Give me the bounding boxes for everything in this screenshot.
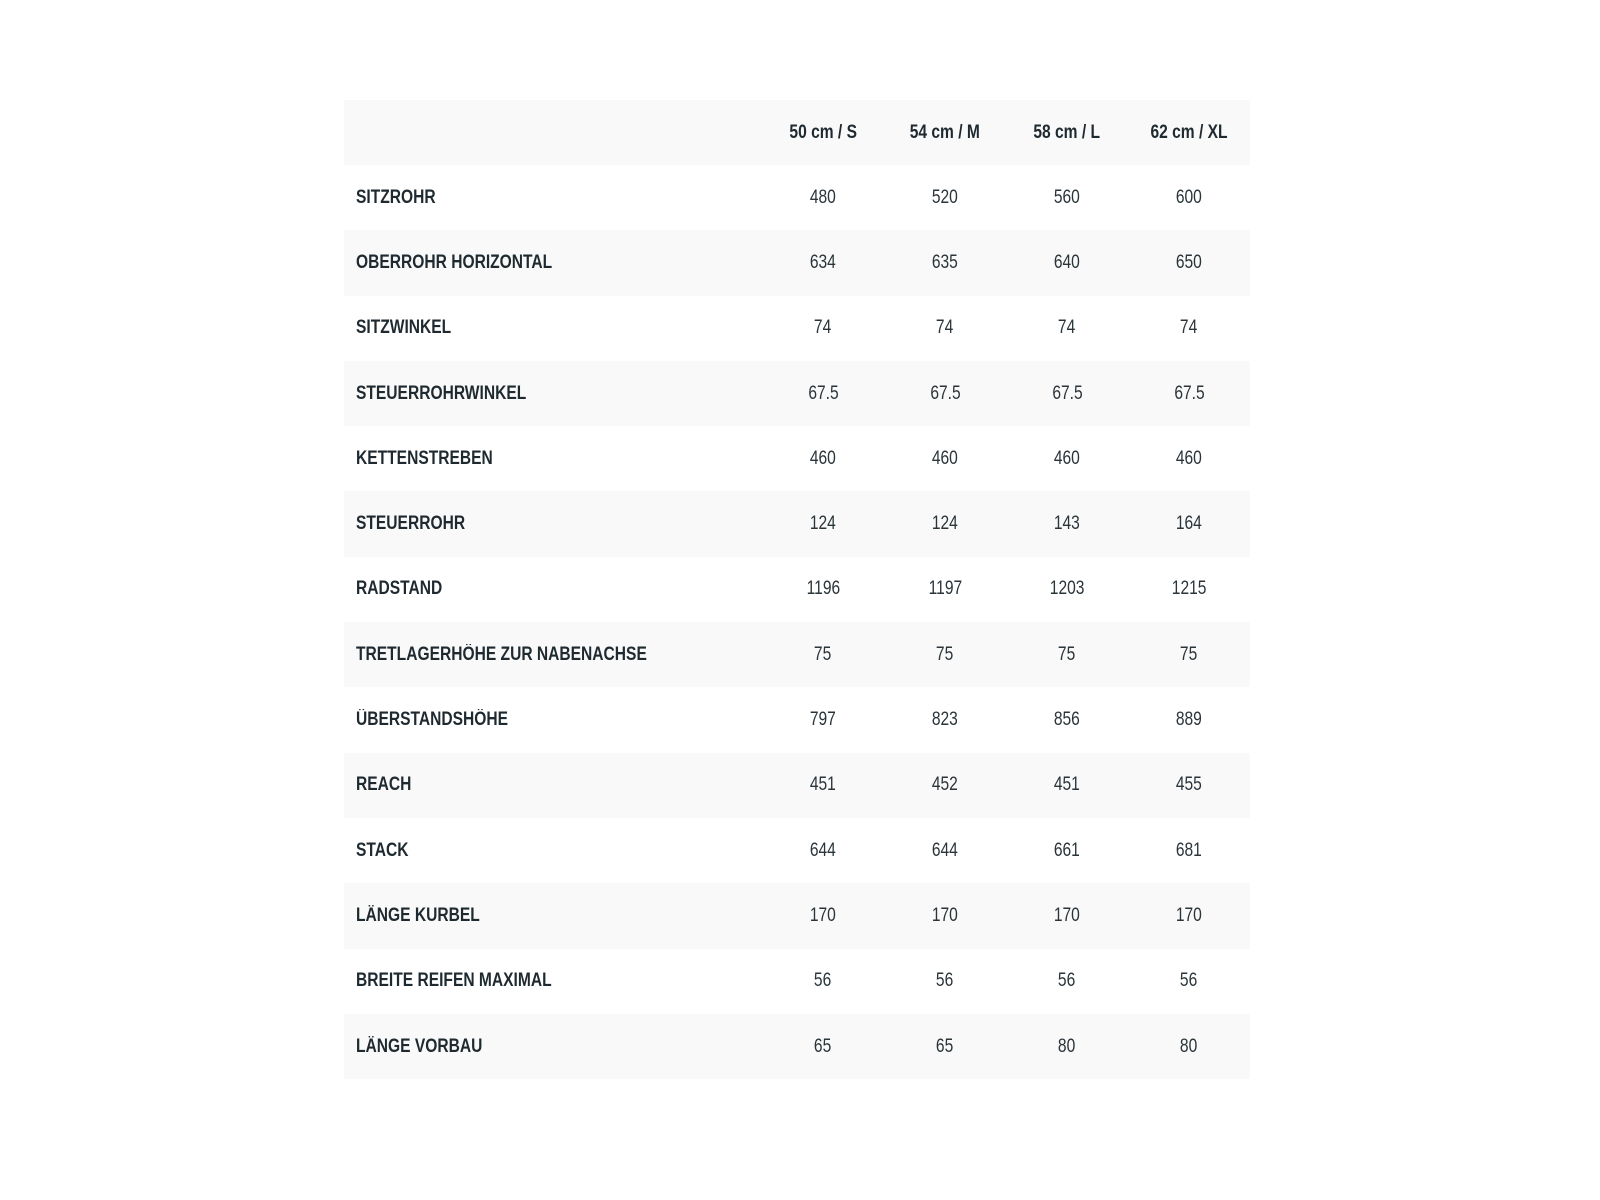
row-value: 170: [931, 904, 958, 926]
row-value: 67.5: [929, 382, 961, 404]
row-value: 75: [1180, 643, 1198, 665]
row-value: 56: [1180, 970, 1198, 992]
row-value: 56: [1058, 970, 1076, 992]
header-size-m: 54 cm / M: [909, 121, 981, 143]
table-row: [344, 753, 1250, 818]
row-value: 823: [931, 709, 958, 731]
table-row: [344, 818, 1250, 883]
row-value: 634: [809, 251, 836, 273]
row-value: 1203: [1049, 578, 1085, 600]
row-value: 80: [1058, 1035, 1076, 1057]
row-value: 143: [1053, 513, 1080, 535]
row-value: 170: [1175, 904, 1202, 926]
row-value: 75: [814, 643, 832, 665]
row-value: 644: [809, 839, 836, 861]
row-value: 1196: [806, 578, 840, 600]
table-row: [344, 687, 1250, 752]
row-value: 460: [931, 447, 958, 469]
row-label: SITZWINKEL: [356, 317, 452, 339]
row-label: SITZROHR: [356, 186, 436, 208]
row-value: 170: [1053, 904, 1080, 926]
header-empty: [344, 100, 762, 165]
row-value: 67.5: [1051, 382, 1083, 404]
row-value: 560: [1053, 186, 1080, 208]
row-value: 164: [1175, 513, 1202, 535]
row-value: 74: [1180, 317, 1198, 339]
row-label: REACH: [356, 774, 412, 796]
row-value: 56: [814, 970, 832, 992]
table-row: [344, 230, 1250, 295]
row-value: 65: [814, 1035, 832, 1057]
table-row: [344, 165, 1250, 230]
table-row: [344, 949, 1250, 1014]
table-row: [344, 426, 1250, 491]
row-value: 80: [1180, 1035, 1198, 1057]
header-size-xl: 62 cm / XL: [1150, 121, 1228, 143]
row-value: 67.5: [807, 382, 839, 404]
header-size-l: 58 cm / L: [1033, 121, 1101, 143]
table-row: [344, 622, 1250, 687]
row-value: 460: [1053, 447, 1080, 469]
row-value: 650: [1175, 251, 1202, 273]
row-label: LÄNGE KURBEL: [356, 904, 480, 926]
row-label: OBERROHR HORIZONTAL: [356, 251, 553, 273]
row-label: LÄNGE VORBAU: [356, 1035, 483, 1057]
row-value: 460: [809, 447, 836, 469]
row-value: 75: [936, 643, 954, 665]
row-label: KETTENSTREBEN: [356, 447, 493, 469]
row-value: 1215: [1171, 578, 1207, 600]
table-row: [344, 883, 1250, 948]
row-value: 480: [809, 186, 836, 208]
row-value: 74: [1058, 317, 1076, 339]
row-value: 640: [1053, 251, 1080, 273]
table-row: [344, 1014, 1250, 1079]
row-value: 460: [1175, 447, 1202, 469]
row-value: 1197: [928, 578, 962, 600]
row-value: 889: [1175, 709, 1202, 731]
table-row: [344, 557, 1250, 622]
row-value: 451: [1053, 774, 1080, 796]
row-value: 124: [931, 513, 958, 535]
row-value: 644: [931, 839, 958, 861]
header-size-s: 50 cm / S: [789, 121, 857, 143]
row-value: 75: [1058, 643, 1076, 665]
row-label: RADSTAND: [356, 578, 443, 600]
header-row: [344, 100, 1250, 165]
row-value: 600: [1175, 186, 1202, 208]
row-value: 74: [814, 317, 832, 339]
row-label: STEUERROHR: [356, 513, 466, 535]
row-value: 65: [936, 1035, 954, 1057]
row-value: 74: [936, 317, 954, 339]
row-value: 452: [931, 774, 958, 796]
row-value: 681: [1175, 839, 1202, 861]
table-row: [344, 361, 1250, 426]
row-value: 56: [936, 970, 954, 992]
row-value: 520: [931, 186, 958, 208]
row-label: ÜBERSTANDSHÖHE: [356, 709, 509, 731]
row-value: 797: [809, 709, 836, 731]
row-value: 856: [1053, 709, 1080, 731]
row-value: 635: [931, 251, 958, 273]
row-label: STEUERROHRWINKEL: [356, 382, 527, 404]
row-value: 661: [1053, 839, 1080, 861]
table-row: [344, 296, 1250, 361]
table-row: [344, 491, 1250, 556]
row-value: 451: [809, 774, 836, 796]
row-value: 67.5: [1173, 382, 1205, 404]
row-value: 124: [809, 513, 836, 535]
geometry-table: [344, 100, 1250, 1079]
row-value: 170: [809, 904, 836, 926]
row-label: STACK: [356, 839, 409, 861]
row-label: BREITE REIFEN MAXIMAL: [356, 970, 552, 992]
row-value: 455: [1175, 774, 1202, 796]
row-label: TRETLAGERHÖHE ZUR NABENACHSE: [356, 643, 647, 665]
